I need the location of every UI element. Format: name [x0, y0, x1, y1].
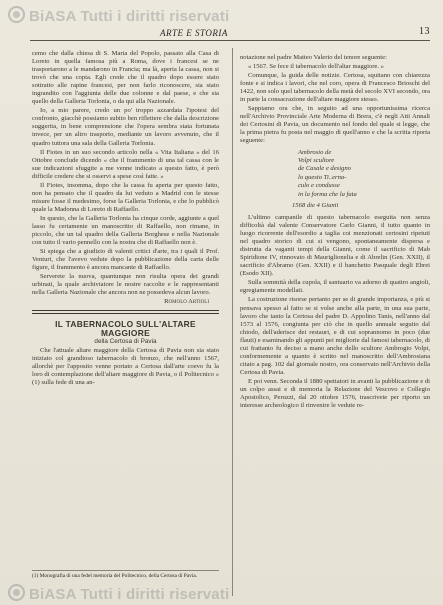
paragraph: Sulla sommità della cupola, il santuario va adorno di quattro angioli, egregiamente modellati. [240, 279, 430, 295]
section-divider [32, 310, 219, 314]
paragraph: notazione nel padre Matteo Valerio del tenore seguente: [240, 54, 387, 61]
inscription-line: de Casale e designo [298, 165, 351, 173]
paragraph: E poi venn. Seconda il 1880 spettatori in avanti la pubblicazione e di un colpo assai e di memoria la Relazione del Vescovo e Collegio Apostolico, Peruzzi, dal 20 ottobre 1576, trascrivete per riporto un interesse archeologico il rinvenire le vedute re- [240, 377, 430, 410]
inscription [298, 149, 430, 199]
footnote: (1) Monografia di una fedel memoria del Politecnico, della Certosa di Pavia. [32, 570, 219, 580]
paragraph: Io, a mio parere, credo un po' troppo azzardata l'ipotesi del confronto, giacchè possiamo subito ben riflettere che dalla descrizione suggerita, in bene comprensione che l'opera sembra stata fortunata invece, per un altro trasporto, mediante un lavoro avvenuto, che il quadro tuttora una sala della Galleria Torlonia. [32, 107, 219, 147]
biasa-logo-icon [8, 6, 25, 23]
inscription-date: 1568 die 4 Giunii [292, 201, 339, 209]
paragraph: Che l'attuale altare maggiore della Certosa di Pavia non sia stato iniziato col grandioso tabernacolo di bronzo, che nell'anno 1567, allorchè per l'apposito venne portato a Certosa dall'arte coevo fu la loro di contemplazione dell'altare maggiore di Pavia, o il Politecnico » (1) sulla fede di una an- [32, 346, 219, 386]
section-subtitle: della Certosa di Pavia [94, 337, 157, 345]
watermark-top [8, 6, 229, 25]
running-head [30, 26, 430, 40]
inscription-line: in la forma che la fata [298, 190, 357, 198]
paragraph: Serverete la nuova, quantunque non risulta opera dei grandi urbinati, la quale archiviatore le nostre raccolte e le rappresentanti nella Galleria Nazionale che ancora non ne possedeva alcun lavoro. [32, 273, 219, 297]
section-title: IL TABERNACOLO SULL'ALTARE MAGGIORE [55, 319, 196, 338]
watermark-bottom [8, 584, 229, 603]
running-head-title: ARTE E STORIA [160, 28, 228, 38]
left-column [32, 50, 219, 388]
inscription-line: culo e condusse [298, 182, 340, 190]
paragraph: La costruzione risorse pertanto per se di grande importanza, e più si pensava spesso al fatto se si volse anche alla parte, in una sua parte, lavoro che tanto la Certosa del padre D. Appolino Tanis, nell'anno dal 1573 al 1576, congiunta per ciò che in quello annuale seguito dal chiodo, dell'aderisce dei restauri, e di cui soprannomo in poco (due flauti) e esaminando gli appunti pei migliorie dal famosi tabernacolo, di cui frattanto fu deciso a mano anche dello scultore Ambrogio Volpi, conformemente a quanto è scritto nel manoscritto dell'Ambrosiana citato a pag. 102 dal giornale nostro, ora conservato nell'Archivio della Certosa di Pavia. [240, 296, 430, 376]
column-divider [232, 48, 233, 596]
inscription-line: Ambrosio de [298, 148, 332, 156]
page-number: 13 [419, 26, 430, 37]
biasa-logo-icon [8, 584, 25, 601]
watermark-text: BiASA Tutti i diritti riservati [29, 586, 230, 603]
paragraph: L'ultimo campanile di questo tabernacolo eseguita non senza difficoltà dal valente Conservatore Carlo Gianni, il tutto quanto in luogo ricorrente dell'esordio a taglia coi menzionati certosini ripetuti nel quadro storico di cui si vengono, spontaneamente dispersa e distrutta da vaganti tempi della Gianni, come il sacrificio di Mab Spiridione IV, rinnovato di Mauriglionelia e di Abrelin (Gen. XXII), il sacrificio d'Abramo (Gen. XXII) e il banchetto Pasquale degli Ebrei (Esodo XII). [240, 214, 430, 278]
right-column [240, 54, 430, 411]
paragraph: In questo, che la Galleria Torlonia ha cinque corde, aggiunte a quel lasso fu certamente un manoscritto di Raffaello, non rimane, in piccolo, che un tal quadro della Galleria Borghese e nella Nazionale con tutto il vario pennello con la nostra che di Raffaello non è. [32, 214, 219, 247]
paragraph: Si spiega che a giudizio di valenti critici d'arte, tra i quali il Prof. Venturi, che l'avevo vedute dopo la pubblicazione della carta delle figure, il frammento è ancora mancante di Raffaello. [32, 248, 219, 272]
paragraph: Sappiamo ora che, in seguito ad una opportunissima ricerca nell'Archivio Provinciale Arte Moderna di Brera, c'è negli Atti Annali dei Certosini di Pavia, un documento nel fondo del quale si legge, che la prima pietra fu posta nel maggio di quell'anno e che la scritta riporta seguente: [240, 105, 430, 145]
watermark-text: BiASA Tutti i diritti riservati [29, 8, 230, 25]
inscription-line: Volpi scultore [298, 156, 335, 164]
paragraph: Comunque, la guida delle notizie. Certosa, squitano con chiarezza fonte e si indica i lavori, che nel coro, opera di Francesco Brioschi del 1422, non solo quel tabernacolo della metà del secolo XVI secondo, ora in parte la consacrazione dell'altare maggiore stesso. [240, 72, 430, 104]
paragraph: cemo che dalla chiesa di S. Maria del Popolo, passato alla Casa di Loreto in quella famosa più a Roma, dove i francesi se ne trasportarono a le mandarono in Francia; ma là, aperta la cassa, non si trovò che una copia. Egli crede che il quadro dopo essere stato sottratto alle rapine francesi, per non farlo riconoscere, sia stato ingrandito con l'aggiunta delle due colonne e dal paese, e che sia quello della Galleria Torlonia, o da qui alla Nazionale. [32, 50, 219, 106]
author-signature: Romolo Artioli [164, 298, 209, 306]
inscription-line: lo questo Ti..erna- [298, 173, 347, 181]
paragraph: « 1567. Se fece il tabernacolo dell'altar maggiore. » [248, 63, 384, 71]
paragraph: Il Fiotes, insomma, dopo che la cassa fu aperta per questo fatto, non ha pensato che il quadro da lui veduto a Madrid con le stesse misure fosse il medesimo, forse la Galleria Torlonia, e che lo pubblicò quale la Madonna di Loreto di Raffaello. [32, 181, 219, 213]
paragraph: Il Fiotes in un suo secondo articolo nella « Vita Italiana » del 16 Ottobre conclude dicendo « che il frammento di una tal cassa con le sue indicazioni sfuggite a me venne indicato a questo fatto, è però difficile credere che si osservi a spese così fatte. » [32, 148, 219, 180]
header-rule [30, 40, 430, 41]
